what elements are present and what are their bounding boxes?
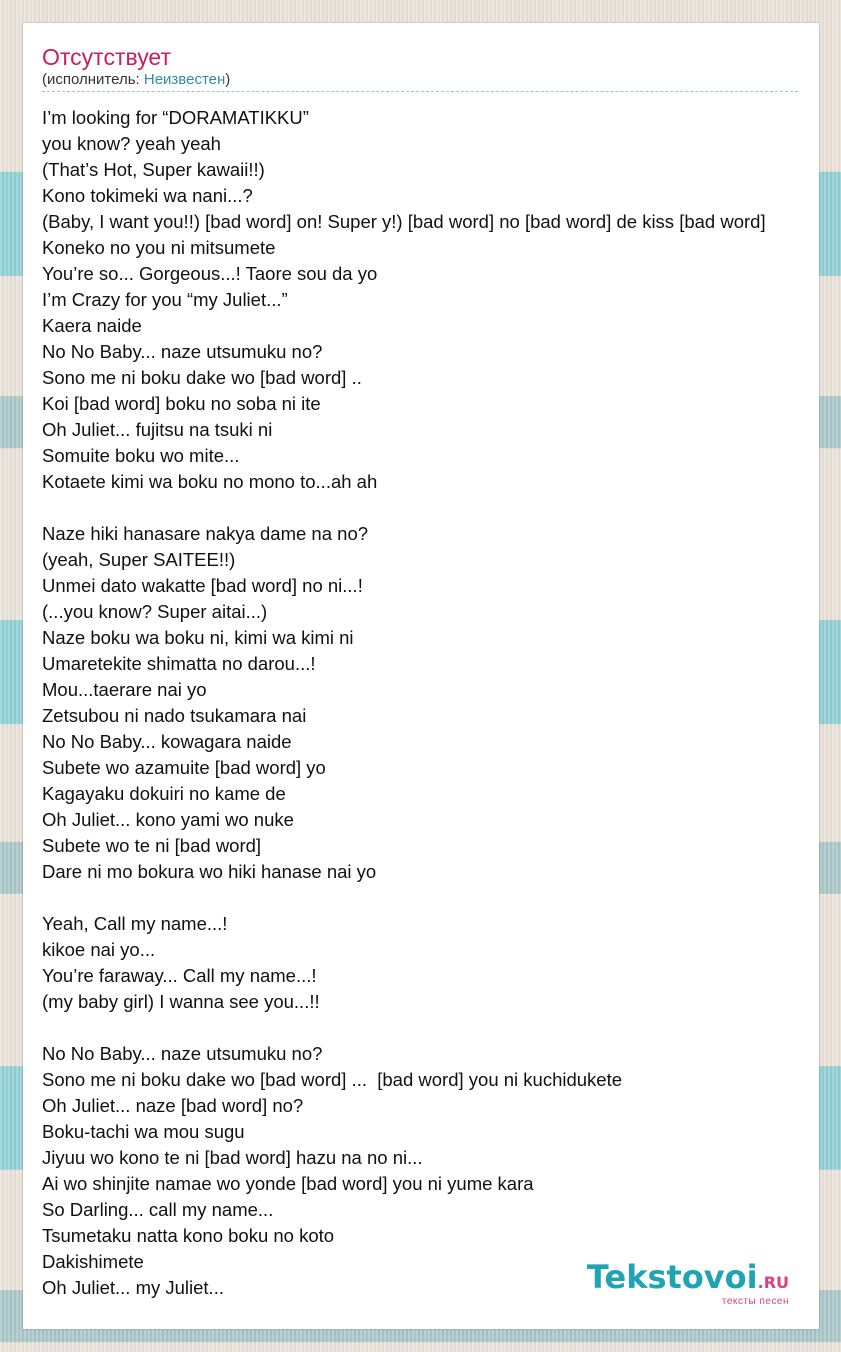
lyric-line: Kotaete kimi wa boku no mono to...ah ah: [42, 471, 378, 492]
lyric-line: You’re faraway... Call my name...!: [42, 965, 317, 986]
lyric-line: Oh Juliet... my Juliet...: [42, 1277, 224, 1298]
lyric-line: No No Baby... naze utsumuku no?: [42, 1043, 323, 1064]
logo-wordmark: [586, 1258, 789, 1298]
lyric-line: Dare ni mo bokura wo hiki hanase nai yo: [42, 861, 377, 882]
lyric-line: Naze hiki hanasare nakya dame na no?: [42, 523, 369, 544]
lyric-line: Sono me ni boku dake wo [bad word] ... [bad word] you ni kuchidukete: [42, 1069, 623, 1090]
song-title: Отсутствует: [42, 44, 171, 70]
lyric-line: Oh Juliet... fujitsu na tsuki ni: [42, 419, 273, 440]
lyric-line: Naze boku wa boku ni, kimi wa kimi ni: [42, 627, 354, 648]
lyric-line: Kagayaku dokuiri no kame de: [42, 783, 286, 804]
logo-tld: .RU: [757, 1273, 789, 1292]
lyric-line: Somuite boku wo mite...: [42, 445, 240, 466]
lyric-line: (Baby, I want you!!) [bad word] on! Super y!) [bad word] no [bad word] de kiss [bad word]: [42, 211, 766, 232]
lyric-line: Koi [bad word] boku no soba ni ite: [42, 393, 321, 414]
lyric-line: [42, 1015, 841, 1041]
lyric-line: Sono me ni boku dake wo [bad word] ..: [42, 367, 362, 388]
lyric-line: No No Baby... naze utsumuku no?: [42, 341, 323, 362]
artist-prefix: (исполнитель:: [42, 71, 144, 88]
lyric-line: Dakishimete: [42, 1251, 144, 1272]
lyric-line: you know? yeah yeah: [42, 133, 221, 154]
lyrics-text: [42, 105, 841, 1301]
lyric-line: Tsumetaku natta kono boku no koto: [42, 1225, 335, 1246]
lyric-line: (That’s Hot, Super kawaii!!): [42, 159, 265, 180]
lyric-line: (yeah, Super SAITEE!!): [42, 549, 236, 570]
lyric-line: Ai wo shinjite namae wo yonde [bad word] you ni yume kara: [42, 1173, 534, 1194]
lyric-line: Oh Juliet... kono yami wo nuke: [42, 809, 294, 830]
song-header: [42, 43, 798, 92]
lyric-line: No No Baby... kowagara naide: [42, 731, 292, 752]
lyric-line: [42, 885, 841, 911]
lyric-line: Unmei dato wakatte [bad word] no ni...!: [42, 575, 363, 596]
lyric-line: (...you know? Super aitai...): [42, 601, 268, 622]
lyric-line: I’m looking for “DORAMATIKKU”: [42, 107, 309, 128]
lyric-line: Jiyuu wo kono te ni [bad word] hazu na no ni...: [42, 1147, 423, 1168]
artist-suffix: ): [225, 71, 231, 88]
lyric-line: Oh Juliet... naze [bad word] no?: [42, 1095, 304, 1116]
artist-line: [42, 71, 798, 92]
lyric-line: Umaretekite shimatta no darou...!: [42, 653, 316, 674]
lyric-line: Subete wo te ni [bad word]: [42, 835, 262, 856]
lyric-line: You’re so... Gorgeous...! Taore sou da yo: [42, 263, 378, 284]
lyric-line: Boku-tachi wa mou sugu: [42, 1121, 245, 1142]
lyric-line: [42, 495, 841, 521]
logo-name: Tekstovoi: [586, 1258, 758, 1296]
lyric-line: Subete wo azamuite [bad word] yo: [42, 757, 326, 778]
lyric-line: kikoe nai yo...: [42, 939, 156, 960]
site-logo[interactable]: [586, 1258, 789, 1307]
lyric-line: (my baby girl) I wanna see you...!!: [42, 991, 320, 1012]
lyric-line: Kaera naide: [42, 315, 142, 336]
logo-tagline: тексты песен: [721, 1296, 789, 1307]
artist-link[interactable]: Неизвестен: [143, 71, 226, 88]
lyric-line: Zetsubou ni nado tsukamara nai: [42, 705, 307, 726]
lyric-line: Kono tokimeki wa nani...?: [42, 185, 253, 206]
lyric-line: Koneko no you ni mitsumete: [42, 237, 276, 258]
lyric-line: Yeah, Call my name...!: [42, 913, 228, 934]
lyrics-card: [23, 23, 819, 1329]
lyric-line: I’m Crazy for you “my Juliet...”: [42, 289, 288, 310]
lyric-line: Mou...taerare nai yo: [42, 679, 207, 700]
lyric-line: So Darling... call my name...: [42, 1199, 274, 1220]
